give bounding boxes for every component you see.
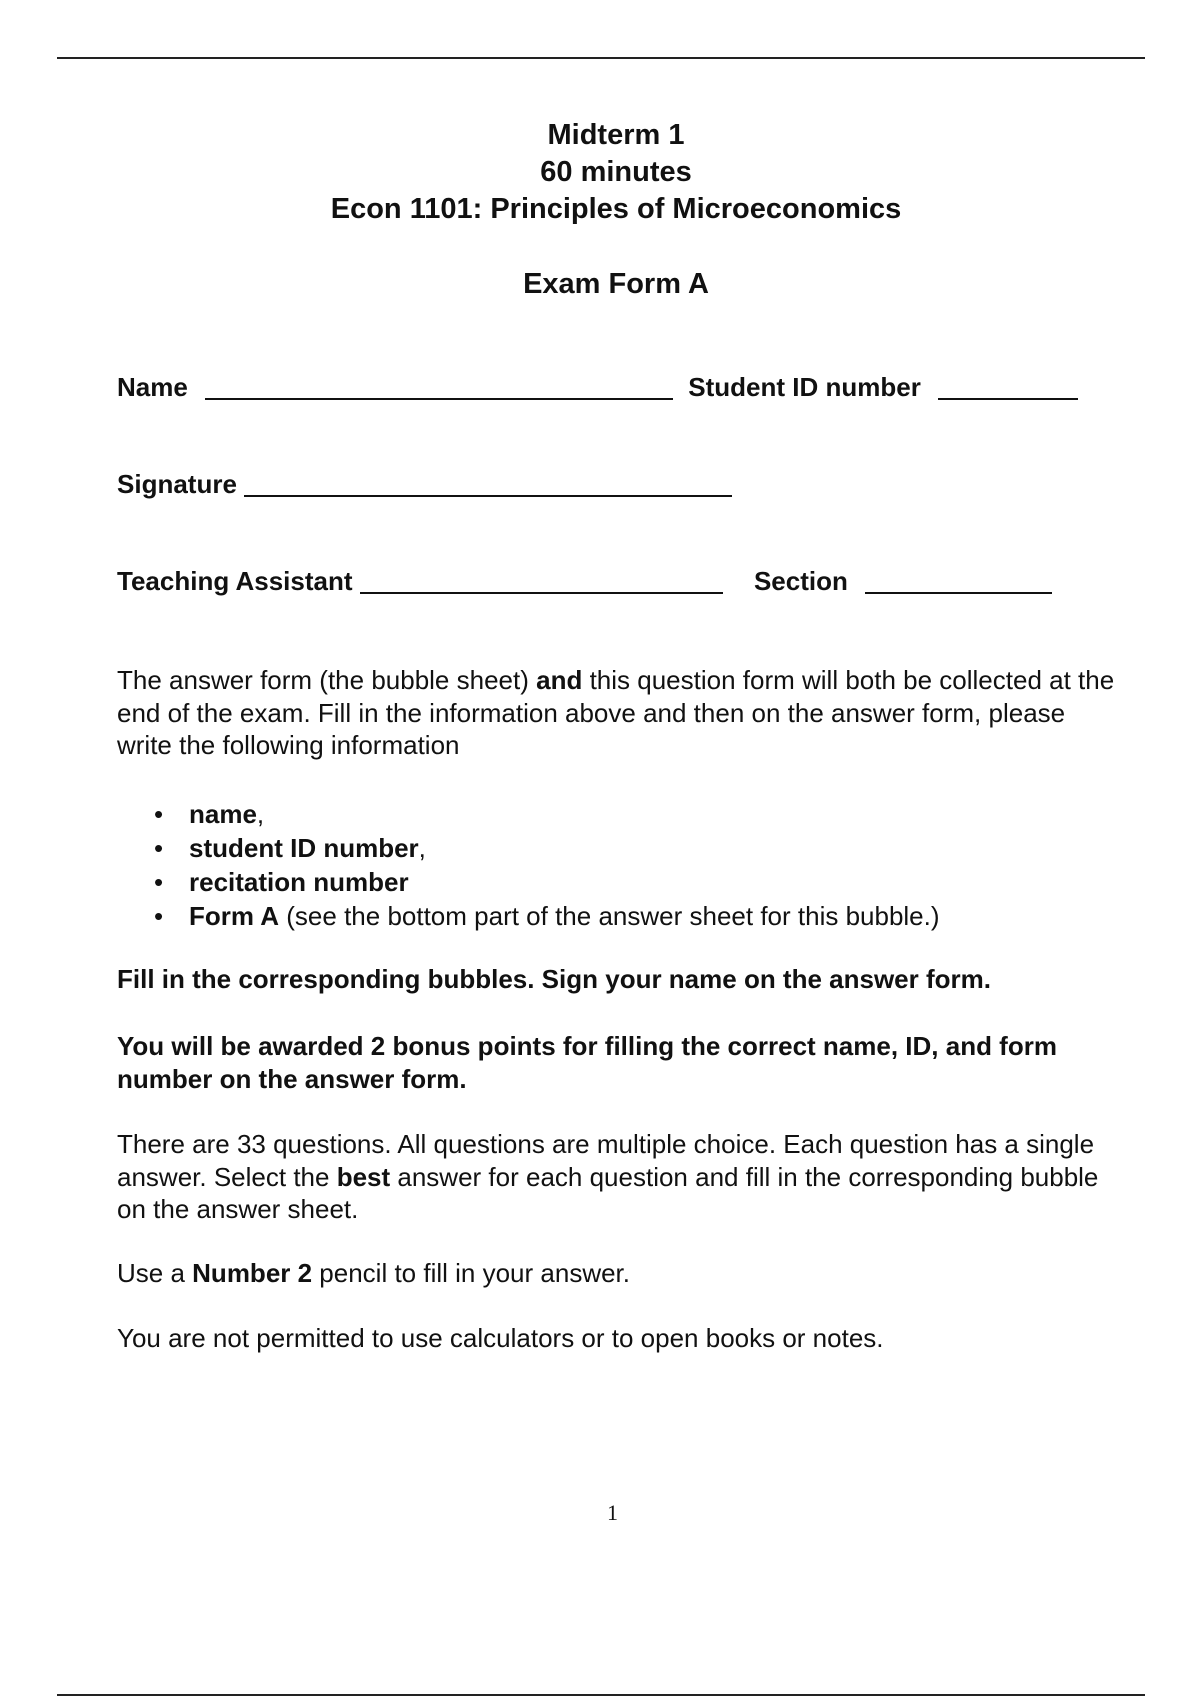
bottom-rule [57, 1694, 1145, 1696]
ta-label: Teaching Assistant [117, 566, 353, 596]
ta-section-row [117, 565, 1052, 597]
list-item: • Form A (see the bottom part of the answer sheet for this bubble.) [154, 901, 940, 931]
no-calculators-instruction: You are not permitted to use calculators or to open books or notes. [117, 1323, 884, 1353]
fill-bubbles-instruction: Fill in the corresponding bubbles. Sign your name on the answer form. [117, 964, 991, 994]
course-title: Econ 1101: Principles of Microeconomics [330, 193, 902, 225]
list-item: • student ID number, [154, 833, 426, 863]
student-id-blank[interactable] [938, 372, 1078, 400]
exam-duration: 60 minutes [540, 156, 692, 188]
exam-form-title: Exam Form A [523, 268, 709, 300]
list-item: • recitation number [154, 867, 409, 897]
ta-blank[interactable] [360, 566, 723, 594]
info-list [117, 797, 940, 933]
bonus-instruction: You will be awarded 2 bonus points for filling the correct name, ID, and form number on the answer form. [117, 1031, 1057, 1094]
name-blank[interactable] [205, 372, 673, 400]
section-label: Section [753, 566, 848, 596]
top-rule [57, 57, 1145, 59]
name-label: Name [117, 372, 188, 402]
questions-paragraph: There are 33 questions. All questions are multiple choice. Each question has a single answer. Select the best answer for each question and fill in the corresponding bubble on the answer sheet. [117, 1129, 1099, 1224]
section-blank[interactable] [865, 566, 1052, 594]
list-item: • name, [154, 799, 265, 829]
exam-header [0, 117, 1200, 228]
signature-row [117, 468, 732, 500]
exam-title: Midterm 1 [547, 119, 685, 151]
page-number: 1 [607, 1500, 618, 1525]
signature-label: Signature [117, 469, 237, 499]
pencil-instruction: Use a Number 2 pencil to fill in your answer. [117, 1258, 631, 1288]
intro-paragraph: The answer form (the bubble sheet) and this question form will both be collected at the end of the exam. Fill in the information above and then on the answer form, please write the following information [117, 665, 1115, 760]
signature-blank[interactable] [244, 469, 732, 497]
name-id-row [117, 371, 1078, 403]
student-id-label: Student ID number [688, 372, 921, 402]
